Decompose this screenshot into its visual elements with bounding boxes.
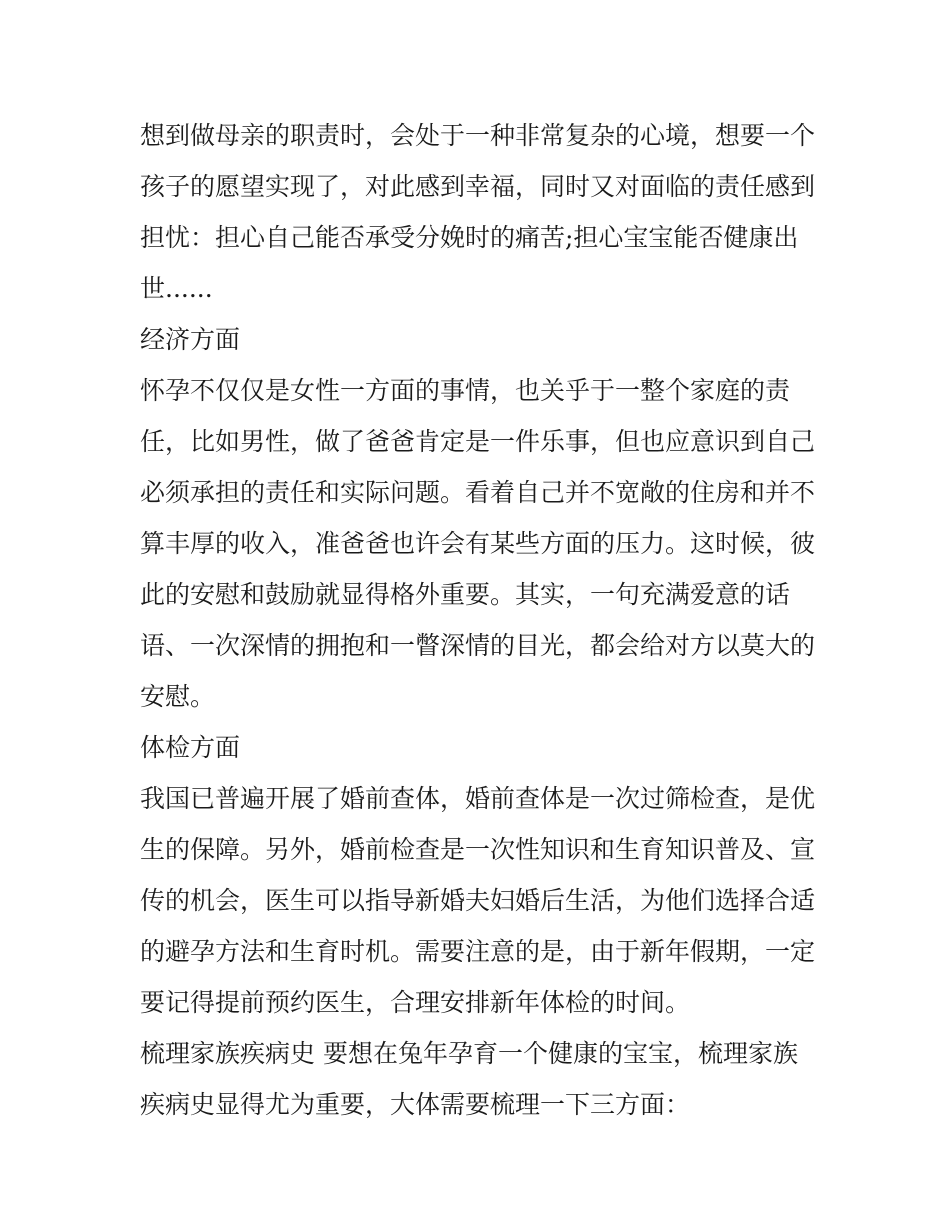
body-line: 担忧：担心自己能否承受分娩时的痛苦;担心宝宝能否健康出 xyxy=(140,223,799,252)
section-heading-checkup: 体检方面 xyxy=(140,733,241,762)
body-line: 疾病史显得尤为重要，大体需要梳理一下三方面： xyxy=(140,1090,691,1119)
body-line: 梳理家族疾病史 要想在兔年孕育一个健康的宝宝，梳理家族 xyxy=(140,1039,798,1068)
body-line: 语、一次深情的拥抱和一瞥深情的目光，都会给对方以莫大的 xyxy=(140,631,816,660)
body-line: 怀孕不仅仅是女性一方面的事情，也关乎于一整个家庭的责 xyxy=(140,376,791,405)
body-line: 安慰。 xyxy=(140,682,216,711)
body-line: 必须承担的责任和实际问题。看着自己并不宽敞的住房和并不 xyxy=(140,478,816,507)
body-line: 生的保障。另外，婚前检查是一次性知识和生育知识普及、宣 xyxy=(140,835,816,864)
section-heading-economy: 经济方面 xyxy=(140,325,241,354)
document-body xyxy=(140,110,816,1130)
body-line: 世...... xyxy=(140,274,213,303)
body-line: 传的机会，医生可以指导新婚夫妇婚后生活，为他们选择合适 xyxy=(140,886,816,915)
body-line: 算丰厚的收入，准爸爸也许会有某些方面的压力。这时候，彼 xyxy=(140,529,816,558)
body-line: 任，比如男性，做了爸爸肯定是一件乐事，但也应意识到自己 xyxy=(140,427,816,456)
body-line: 此的安慰和鼓励就显得格外重要。其实，一句充满爱意的话 xyxy=(140,580,791,609)
body-line: 想到做母亲的职责时，会处于一种非常复杂的心境，想要一个 xyxy=(140,121,816,150)
body-line: 孩子的愿望实现了，对此感到幸福，同时又对面临的责任感到 xyxy=(140,172,816,201)
body-line: 的避孕方法和生育时机。需要注意的是，由于新年假期，一定 xyxy=(140,937,816,966)
body-line: 我国已普遍开展了婚前查体，婚前查体是一次过筛检查，是优 xyxy=(140,784,816,813)
body-line: 要记得提前预约医生，合理安排新年体检的时间。 xyxy=(140,988,691,1017)
